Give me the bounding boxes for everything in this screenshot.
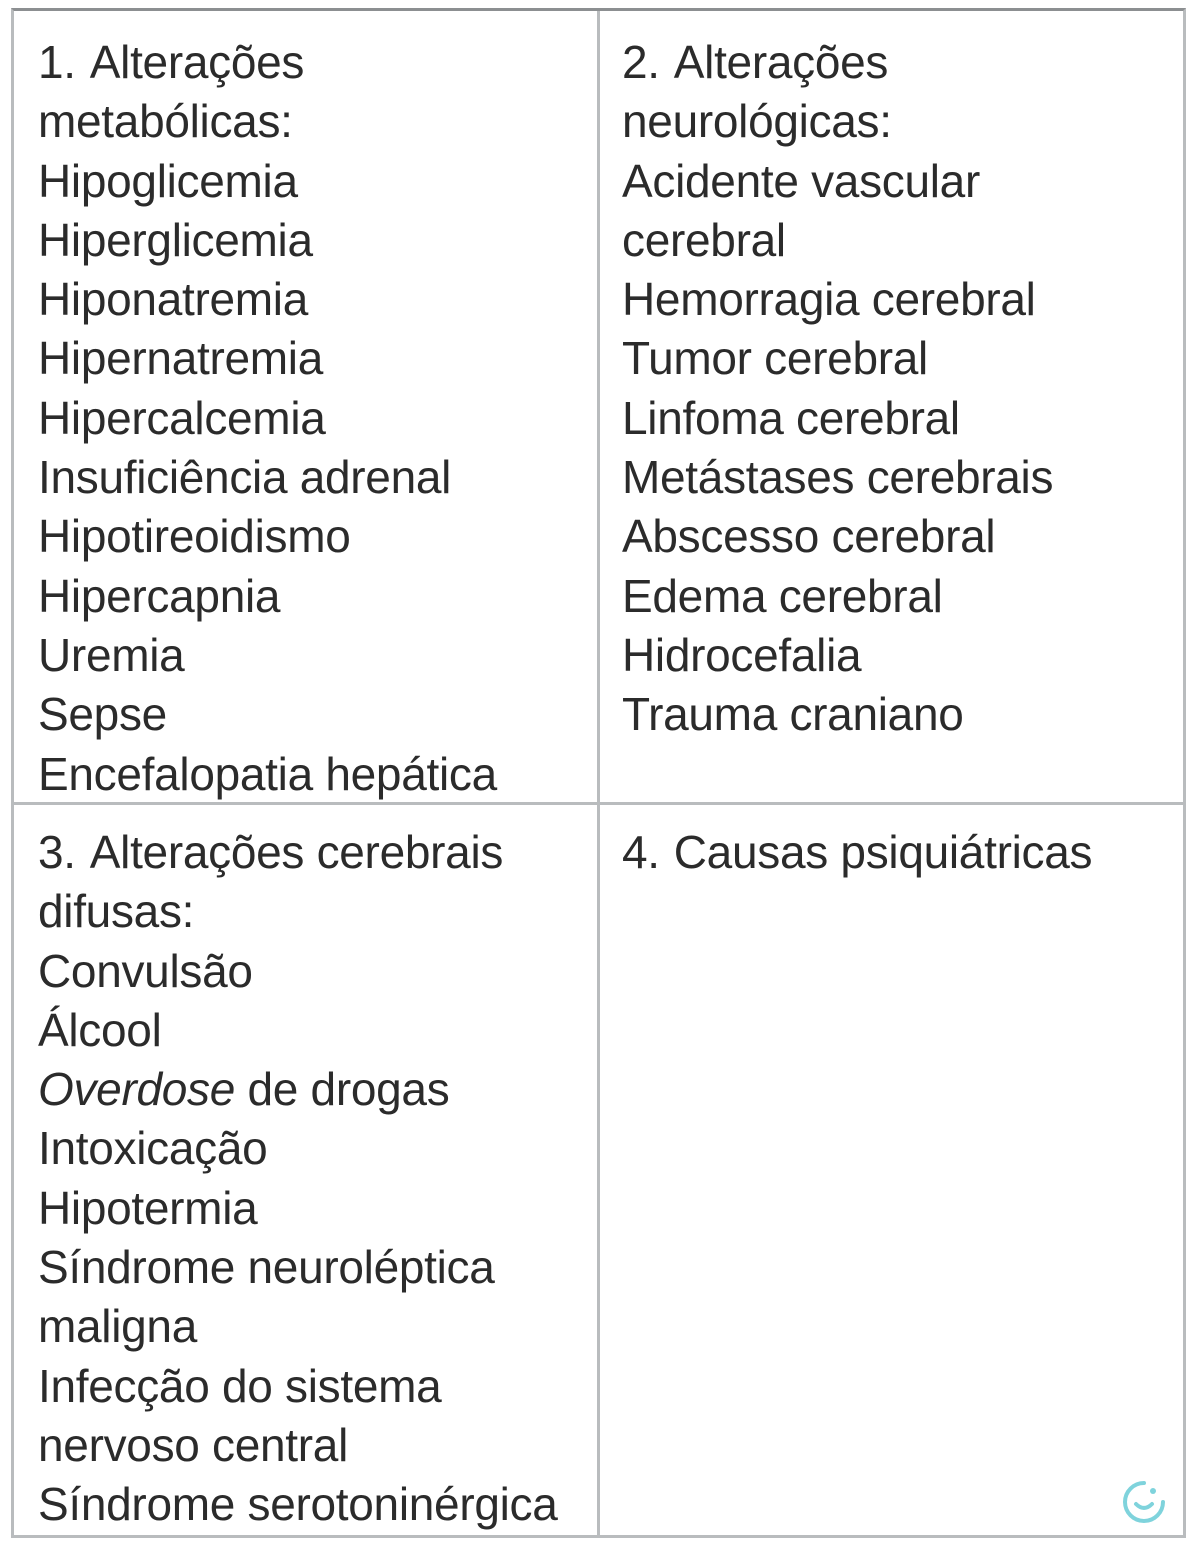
list-item: Trauma craniano: [622, 688, 964, 741]
list-item: maligna: [38, 1300, 197, 1353]
list-item: Hipotireoidismo: [38, 510, 351, 563]
list-item: Metástases cerebrais: [622, 451, 1054, 504]
list-item: Síndrome neuroléptica: [38, 1241, 495, 1294]
list-item: Intoxicação: [38, 1122, 268, 1175]
cell-psychiatric: [600, 805, 1183, 1535]
list-item: Edema cerebral: [622, 569, 943, 622]
list-item: cerebral: [622, 213, 786, 266]
list-item: Abscesso cerebral: [622, 510, 996, 563]
cell-heading-cont: difusas:: [38, 885, 195, 938]
cell-neurological: [600, 11, 1183, 805]
heading-text: Alterações cerebrais: [89, 826, 504, 878]
list-item: Sepse: [38, 688, 167, 741]
cell-heading: [622, 33, 1183, 92]
list-item: Insuficiência adrenal: [38, 451, 452, 504]
list-item: [38, 1060, 597, 1119]
list-item: Acidente vascular: [622, 154, 980, 207]
list-item: Encefalopatia hepática: [38, 747, 497, 800]
circle-smile-logo-icon: [1121, 1479, 1167, 1525]
list-item: Convulsão: [38, 944, 253, 997]
cell-heading: [38, 823, 597, 882]
cell-diffuse-cerebral: [14, 805, 600, 1535]
list-item: Hidrocefalia: [622, 628, 862, 681]
heading-number: 1.: [38, 36, 76, 88]
cell-heading-cont: neurológicas:: [622, 95, 892, 148]
list-item: Hipotermia: [38, 1181, 258, 1234]
list-item: Hipercapnia: [38, 569, 281, 622]
list-item: Álcool: [38, 1003, 162, 1056]
list-item: Hipercalcemia: [38, 391, 326, 444]
heading-text: Alterações: [673, 36, 889, 88]
list-item: Linfoma cerebral: [622, 391, 960, 444]
list-item-rest: de drogas: [235, 1063, 450, 1116]
heading-text: Alterações: [89, 36, 305, 88]
list-item: Síndrome serotoninérgica: [38, 1478, 558, 1531]
list-item: Infecção do sistema: [38, 1359, 442, 1412]
cell-heading: [622, 823, 1183, 882]
heading-number: 4.: [622, 826, 660, 878]
list-item: Hipoglicemia: [38, 154, 298, 207]
list-item: nervoso central: [38, 1418, 348, 1471]
cell-metabolic: [14, 11, 600, 805]
causes-table: [11, 8, 1186, 1538]
list-item: Tumor cerebral: [622, 332, 928, 385]
heading-number: 3.: [38, 826, 76, 878]
list-item: Hemorragia cerebral: [622, 273, 1036, 326]
list-item: Hipernatremia: [38, 332, 323, 385]
heading-text: Causas psiquiátricas: [673, 826, 1093, 878]
cell-heading: [38, 33, 597, 92]
heading-number: 2.: [622, 36, 660, 88]
list-item-italic: Overdose: [38, 1063, 236, 1116]
cell-heading-cont: metabólicas:: [38, 95, 293, 148]
list-item: Hiponatremia: [38, 273, 308, 326]
list-item: Hiperglicemia: [38, 213, 313, 266]
list-item: Uremia: [38, 628, 185, 681]
